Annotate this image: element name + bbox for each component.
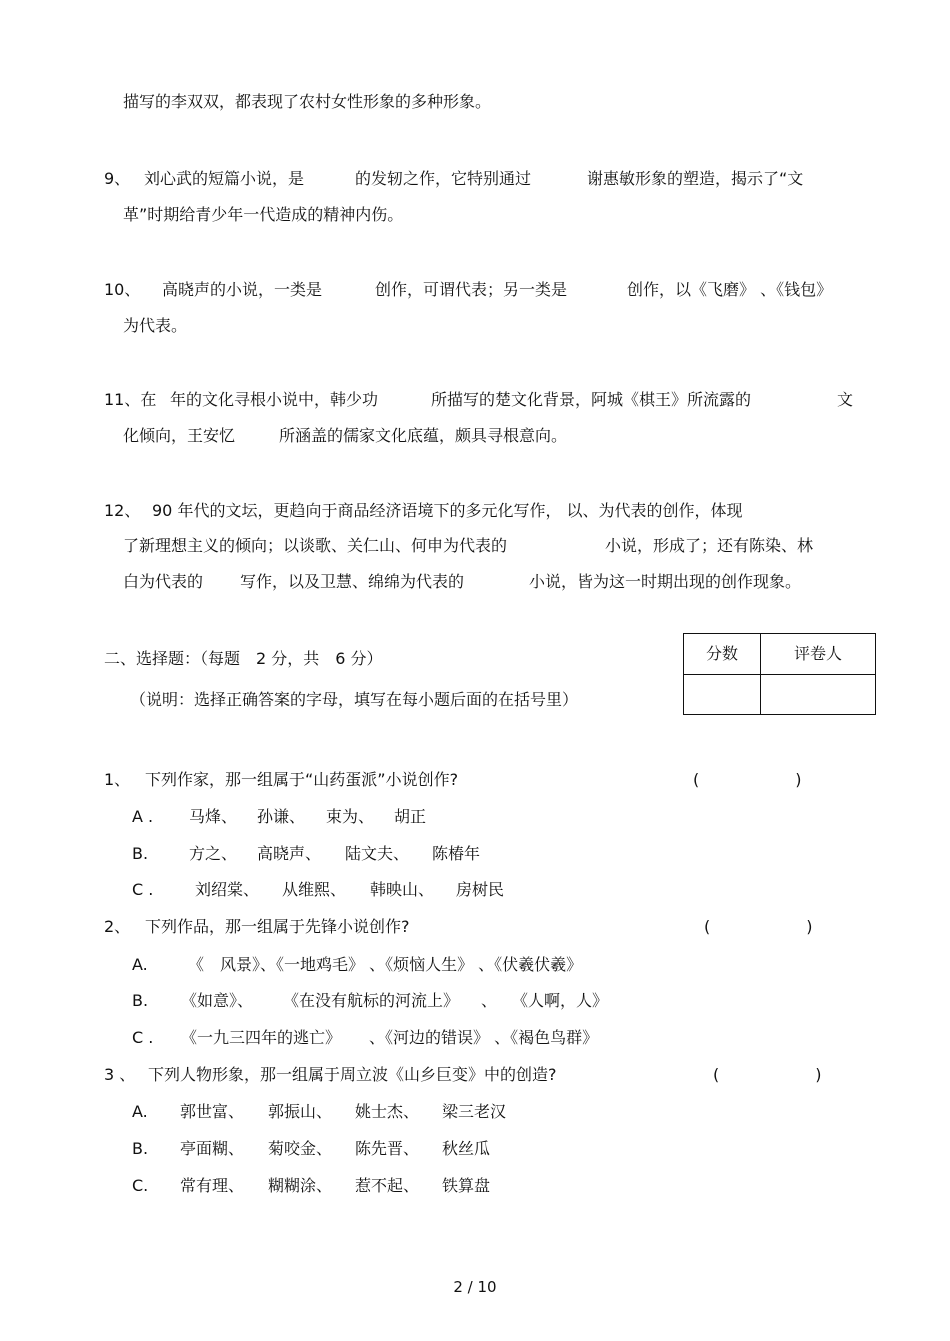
- mc3-option-a-item: 梁三老汉: [442, 1102, 507, 1121]
- q12-line1: 90 年代的文坛，更趋向于商品经济语境下的多元化写作， 以、为代表的创作，体现: [152, 501, 743, 520]
- mc1-option-b-letter: B.: [132, 844, 149, 863]
- q11-line2-part2: 所涵盖的儒家文化底蕴，颇具寻根意向。: [279, 426, 568, 445]
- mc2-option-b-item: 《如意》、: [181, 991, 254, 1010]
- mc2-option-b-letter: B.: [132, 991, 149, 1010]
- section2-title: 二、选择题：（每题 2 分，共 6 分）: [104, 649, 383, 668]
- mc1-number: 1、: [104, 770, 131, 789]
- mc1-option-b-item: 陆文夫、: [345, 844, 410, 863]
- mc3-number: 3 、: [104, 1065, 136, 1084]
- mc1-option-c-item: 房树民: [456, 880, 505, 899]
- mc3-option-c-item: 惹不起、: [355, 1176, 420, 1195]
- q12-number: 12、: [104, 501, 141, 520]
- mc3-option-a-item: 姚士杰、: [355, 1102, 420, 1121]
- q12-line3-part1: 白为代表的: [123, 572, 204, 591]
- q10-line2: 为代表。: [123, 316, 188, 335]
- mc2-option-b-item: 《在没有航标的河流上》: [283, 991, 460, 1010]
- mc1-option-a-letter: A .: [132, 807, 154, 826]
- mc1-option-a-item: 孙谦、: [257, 807, 306, 826]
- mc2-option-b-item: 《人啊，人》: [512, 991, 609, 1010]
- q12-line3-part3: 小说，皆为这一时期出现的创作现象。: [529, 572, 802, 591]
- mc2-option-c-item: 、《河边的错误》 、《褐色鸟群》: [369, 1028, 599, 1047]
- mc3-option-a-letter: A.: [132, 1102, 148, 1121]
- mc1-option-a-item: 马烽、: [189, 807, 238, 826]
- mc3-option-c-item: 常有理、: [180, 1176, 245, 1195]
- mc2-number: 2、: [104, 917, 131, 936]
- q12-line3-part2: 写作，以及卫慧、绵绵为代表的: [240, 572, 465, 591]
- mc3-option-c-item: 铁算盘: [442, 1176, 491, 1195]
- q11-text-part1: 年的文化寻根小说中，韩少功: [170, 390, 379, 409]
- score-table: [683, 633, 876, 715]
- mc3-option-c-item: 糊糊涂、: [268, 1176, 333, 1195]
- mc3-stem: 下列人物形象，那一组属于周立波《山乡巨变》中的创造?: [148, 1065, 557, 1084]
- q11-number: 11、在: [104, 390, 157, 409]
- q9-text-part2: 的发轫之作，它特别通过: [355, 169, 532, 188]
- q8-tail-line: 描写的李双双，都表现了农村女性形象的多种形象。: [123, 92, 492, 111]
- mc3-option-c-letter: C.: [132, 1176, 149, 1195]
- mc2-stem: 下列作品，那一组属于先锋小说创作?: [145, 917, 410, 936]
- mc2-option-a-item: 《 风景》、《一地鸡毛》 、《烦恼人生》 、《伏羲伏羲》: [188, 955, 583, 974]
- mc1-option-b-item: 高晓声、: [257, 844, 322, 863]
- mc3-option-b-item: 菊咬金、: [268, 1139, 333, 1158]
- q9-line2: 革”时期给青少年一代造成的精神内伤。: [123, 205, 404, 224]
- page-number: 2 / 10: [453, 1278, 497, 1296]
- mc3-option-b-letter: B.: [132, 1139, 149, 1158]
- mc3-option-b-item: 陈先晋、: [355, 1139, 420, 1158]
- q10-text-part1: 高晓声的小说，一类是: [162, 280, 323, 299]
- score-table-header-score: 分数: [705, 644, 738, 663]
- mc3-option-b-item: 秋丝瓜: [442, 1139, 491, 1158]
- q9-number: 9、: [104, 169, 131, 188]
- mc1-answer-paren[interactable]: ( ): [693, 770, 802, 789]
- q9-text-part3: 谢惠敏形象的塑造，揭示了“文: [587, 169, 804, 188]
- q11-text-part2: 所描写的楚文化背景，阿城《棋王》所流露的: [431, 390, 752, 409]
- q12-line2-part1: 了新理想主义的倾向；以谈歌、关仁山、何申为代表的: [123, 536, 508, 555]
- mc1-option-c-item: 从维熙、: [282, 880, 347, 899]
- mc2-answer-paren[interactable]: ( ): [704, 917, 813, 936]
- mc1-option-b-item: 陈椿年: [432, 844, 481, 863]
- mc1-option-b-item: 方之、: [189, 844, 238, 863]
- grader-input-cell[interactable]: [761, 675, 875, 714]
- mc1-option-c-item: 韩映山、: [370, 880, 435, 899]
- mc1-option-c-letter: C .: [132, 880, 154, 899]
- score-input-cell[interactable]: [684, 675, 760, 714]
- q10-text-part3: 创作，以《飞磨》 、《钱包》: [627, 280, 833, 299]
- mc3-option-a-item: 郭世富、: [180, 1102, 245, 1121]
- mc1-option-a-item: 束为、: [326, 807, 375, 826]
- mc3-answer-paren[interactable]: ( ): [713, 1065, 822, 1084]
- mc2-option-a-letter: A.: [132, 955, 148, 974]
- mc1-stem: 下列作家，那一组属于“山药蛋派”小说创作?: [145, 770, 459, 789]
- section2-note: （说明：选择正确答案的字母，填写在每小题后面的在括号里）: [130, 690, 579, 709]
- mc2-option-c-letter: C .: [132, 1028, 154, 1047]
- mc3-option-a-item: 郭振山、: [268, 1102, 333, 1121]
- mc1-option-a-item: 胡正: [394, 807, 427, 826]
- q10-number: 10、: [104, 280, 141, 299]
- q11-line2-part1: 化倾向，王安忆: [123, 426, 236, 445]
- mc2-option-c-item: 《一九三四年的逃亡》: [181, 1028, 342, 1047]
- q11-text-part3: 文: [837, 390, 854, 409]
- q9-text-part1: 刘心武的短篇小说，是: [144, 169, 305, 188]
- mc2-option-b-item: 、: [481, 991, 498, 1010]
- score-table-header-grader: 评卷人: [793, 644, 842, 663]
- mc3-option-b-item: 亭面糊、: [180, 1139, 245, 1158]
- mc1-option-c-item: 刘绍棠、: [195, 880, 260, 899]
- q10-text-part2: 创作，可谓代表；另一类是: [375, 280, 568, 299]
- q12-line2-part2: 小说，形成了；还有陈染、林: [605, 536, 814, 555]
